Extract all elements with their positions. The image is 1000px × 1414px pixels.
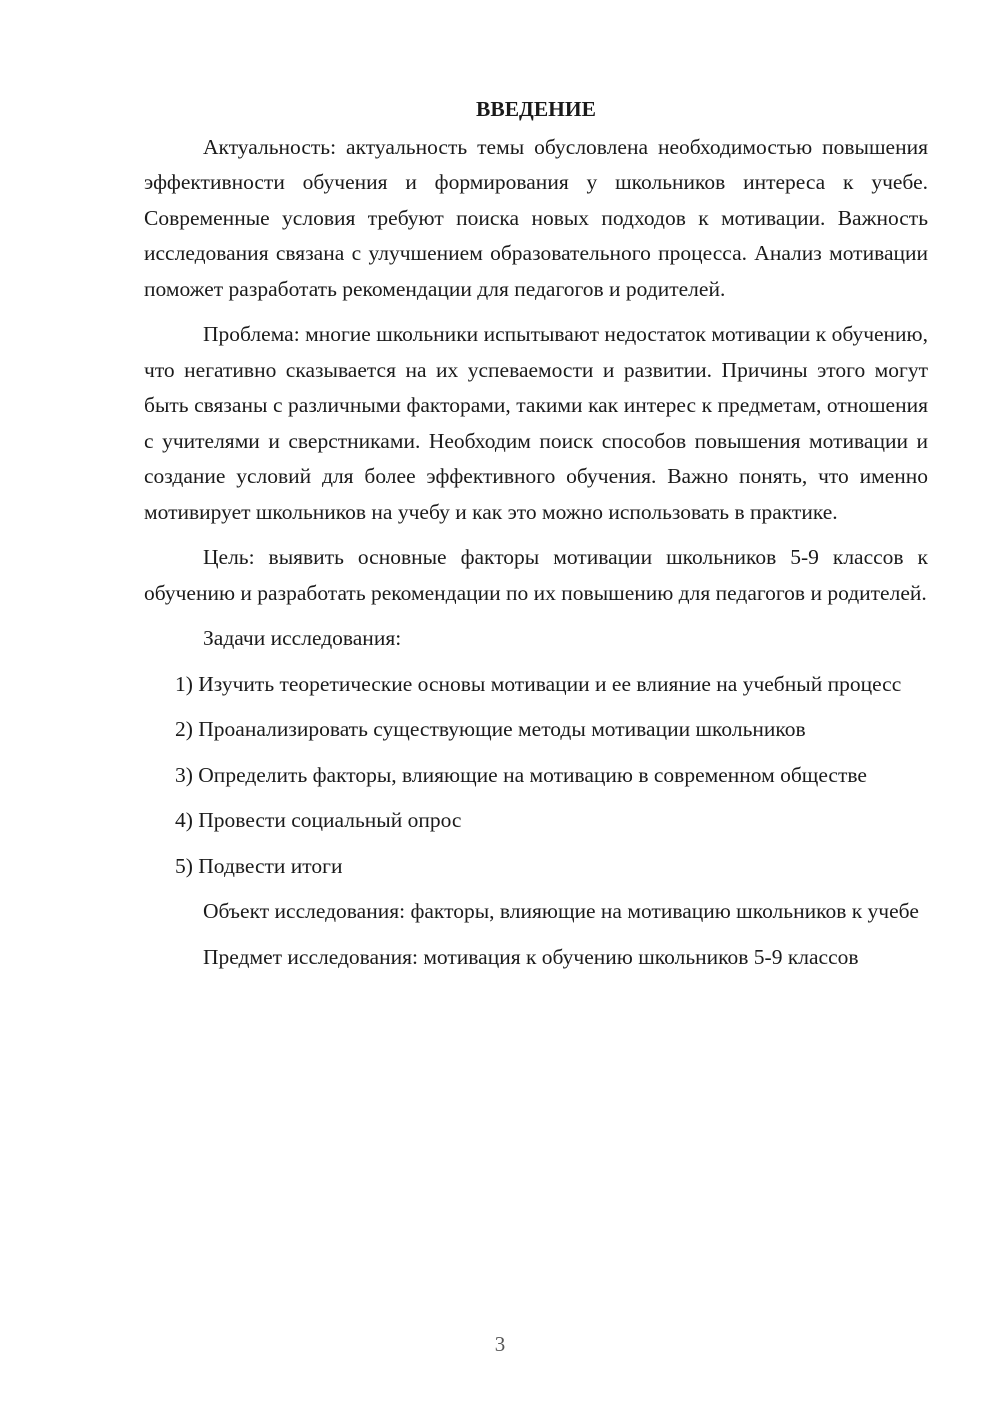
tasks-list	[144, 667, 928, 885]
page-number: 3	[494, 1332, 506, 1356]
object-paragraph: Объект исследования: факторы, влияющие на мотивацию школьников к учебе	[203, 899, 919, 923]
goal-paragraph: Цель: выявить основные факторы мотивации школьников 5-9 классов к обучению и разработать рекомендации по их повышению для педагогов и родителей.	[144, 545, 928, 605]
subject-paragraph: Предмет исследования: мотивация к обучению школьников 5-9 классов	[203, 944, 859, 969]
relevance-paragraph: Актуальность: актуальность темы обусловлена необходимостью повышения эффективности обучения и формирования у школьников интереса к учебе. Современные условия требуют поиска новых подходов к мотивации. Важность исследования связана с улучшением образовательного процесса. Анализ мотивации поможет разработать рекомендации для педагогов и родителей.	[144, 134, 928, 301]
document-page	[144, 92, 928, 985]
list-item: 5) Подвести итоги	[175, 853, 343, 878]
problem-paragraph: Проблема: многие школьники испытывают недостаток мотивации к обучению, что негативно сказывается на их успеваемости и развитии. Причины этого могут быть связаны с различными факторами, такими как интерес к предметам, отношения с учителями и сверстниками. Необходим поиск способов повышения мотивации и создание условий для более эффективного обучения. Важно понять, что именно мотивирует школьников на учебу и как это можно использовать в практике.	[144, 322, 928, 524]
list-item: 4) Провести социальный опрос	[175, 808, 462, 832]
list-item: 1) Изучить теоретические основы мотивации и ее влияние на учебный процесс	[175, 671, 902, 696]
list-item: 3) Определить факторы, влияющие на мотивацию в современном обществе	[175, 762, 867, 787]
page-title: ВВЕДЕНИЕ	[476, 97, 596, 121]
tasks-intro: Задачи исследования:	[203, 626, 402, 650]
list-item: 2) Проанализировать существующие методы мотивации школьников	[175, 717, 806, 741]
